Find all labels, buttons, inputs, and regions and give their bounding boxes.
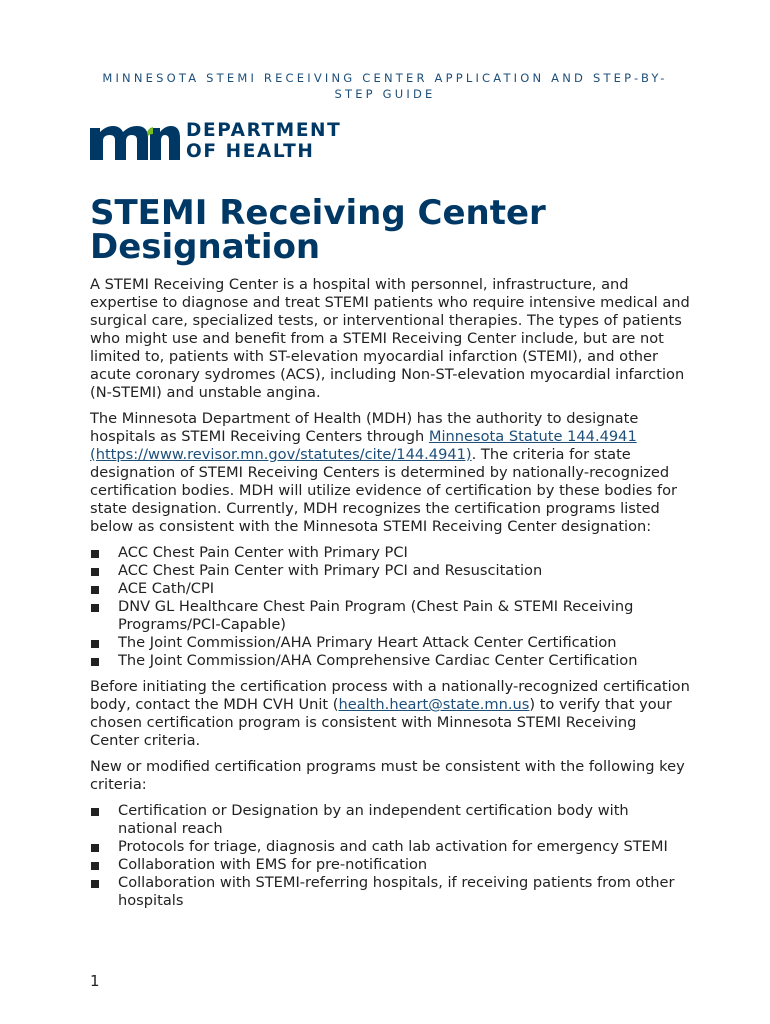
list-item: ACE Cath/CPI <box>90 580 690 598</box>
page-title: STEMI Receiving Center Designation <box>90 193 546 267</box>
list-item: ACC Chest Pain Center with Primary PCI and Resuscitation <box>90 562 690 580</box>
statute-link[interactable]: Minnesota Statute 144.4941 (https://www.revisor.mn.gov/statutes/cite/144.4941) <box>90 428 637 463</box>
contact-text-end: ) to verify that your chosen certification program is consistent with Minnesota STEMI Receiving Center criteria. <box>90 696 672 749</box>
authority-text-start: The Minnesota Department of Health (MDH) has the authority to designate hospitals as STEMI Receiving Centers through <box>90 410 639 445</box>
list-item: DNV GL Healthcare Chest Pain Program (Chest Pain & STEMI Receiving Programs/PCI-Capable) <box>90 598 690 634</box>
contact-paragraph <box>90 678 690 750</box>
logo-wordmark <box>186 120 341 162</box>
email-link[interactable]: health.heart@state.mn.us <box>338 696 530 713</box>
page-number: 1 <box>90 972 100 990</box>
list-item: ACC Chest Pain Center with Primary PCI <box>90 544 690 562</box>
authority-paragraph <box>90 410 690 536</box>
programs-list <box>90 544 690 670</box>
logo-line-2: OF HEALTH <box>186 141 315 162</box>
criteria-intro-paragraph: New or modified certification programs must be consistent with the following key criteria: <box>90 758 685 793</box>
list-item: Collaboration with STEMI-referring hospitals, if receiving patients from other hospitals <box>90 874 690 910</box>
authority-text-end: . The criteria for state designation of STEMI Receiving Centers is determined by nationally-recognized certification bodies. MDH will utilize evidence of certification by these bodies for state designation. Currently, MDH recognizes the certification programs listed below as consistent with the Minnesota STEMI Receiving Center designation: <box>90 446 678 535</box>
document-body <box>90 276 690 918</box>
criteria-list <box>90 802 690 910</box>
mdh-logo <box>90 120 350 164</box>
mn-logo-icon <box>90 122 180 162</box>
intro-paragraph: A STEMI Receiving Center is a hospital with personnel, infrastructure, and expertise to diagnose and treat STEMI patients who require intensive medical and surgical care, specialized tests, or interventional therapies. The types of patients who might use and benefit from a STEMI Receiving Center include, but are not limited to, patients with ST-elevation myocardial infarction (STEMI), and other acute coronary sydromes (ACS), including Non-ST-elevation myocardial infarction (N-STEMI) and unstable angina. <box>90 276 690 401</box>
running-header: MINNESOTA STEMI RECEIVING CENTER APPLICATION AND STEP-BY-STEP GUIDE <box>102 71 668 101</box>
list-item: The Joint Commission/AHA Comprehensive Cardiac Center Certification <box>90 652 690 670</box>
list-item: Collaboration with EMS for pre-notification <box>90 856 690 874</box>
list-item: Certification or Designation by an independent certification body with national reach <box>90 802 690 838</box>
list-item: The Joint Commission/AHA Primary Heart Attack Center Certification <box>90 634 690 652</box>
logo-line-1: DEPARTMENT <box>186 120 342 141</box>
contact-text-start: Before initiating the certification process with a nationally-recognized certification body, contact the MDH CVH Unit ( <box>90 678 690 713</box>
list-item: Protocols for triage, diagnosis and cath lab activation for emergency STEMI <box>90 838 690 856</box>
